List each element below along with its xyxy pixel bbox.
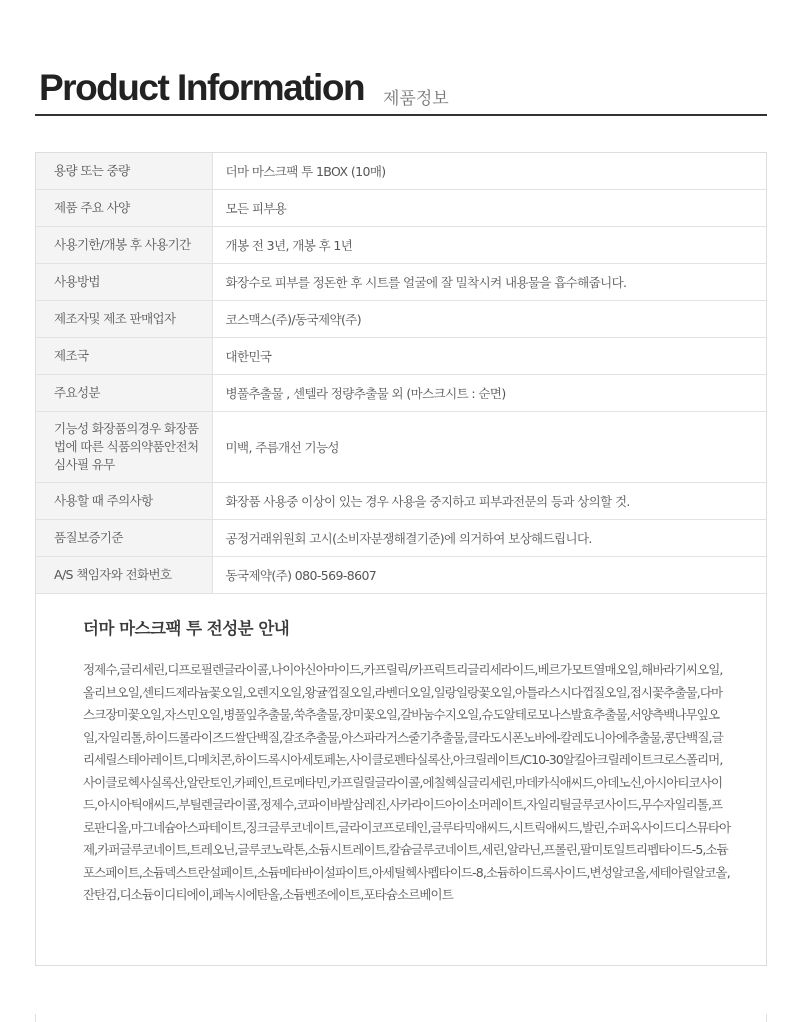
table-row bbox=[36, 483, 766, 520]
row-label: A/S 책임자와 전화번호 bbox=[36, 557, 212, 594]
page-header bbox=[35, 64, 767, 116]
row-value: 화장수로 피부를 정돈한 후 시트를 얼굴에 잘 밀착시켜 내용물을 흡수해줍니다. bbox=[212, 264, 766, 301]
table-row bbox=[36, 520, 766, 557]
row-label: 품질보증기준 bbox=[36, 520, 212, 557]
page-title: Product Information bbox=[39, 67, 365, 108]
row-value: 대한민국 bbox=[212, 338, 766, 375]
table-row bbox=[36, 190, 766, 227]
row-label: 주요성분 bbox=[36, 375, 212, 412]
divider bbox=[35, 1014, 36, 1022]
table-row bbox=[36, 227, 766, 264]
row-value: 화장품 사용중 이상이 있는 경우 사용을 중지하고 피부과전문의 등과 상의할 것. bbox=[212, 483, 766, 520]
table-row bbox=[36, 412, 766, 483]
product-info-box bbox=[35, 152, 767, 966]
row-label: 사용기한/개봉 후 사용기간 bbox=[36, 227, 212, 264]
row-label: 제조자및 제조 판매업자 bbox=[36, 301, 212, 338]
row-value: 동국제약(주) 080-569-8607 bbox=[212, 557, 766, 594]
row-label: 사용할 때 주의사항 bbox=[36, 483, 212, 520]
page-subtitle: 제품정보 bbox=[383, 89, 449, 109]
row-value: 모든 피부용 bbox=[212, 190, 766, 227]
ingredients-title: 더마 마스크팩 투 전성분 안내 bbox=[83, 619, 290, 638]
table-row bbox=[36, 153, 766, 190]
divider bbox=[766, 1014, 767, 1022]
ingredients-section bbox=[83, 615, 733, 907]
row-value: 미백, 주름개선 기능성 bbox=[212, 412, 766, 483]
row-value: 병풀추출물 , 센텔라 정량추출물 외 (마스크시트 : 순면) bbox=[212, 375, 766, 412]
row-value: 개봉 전 3년, 개봉 후 1년 bbox=[212, 227, 766, 264]
row-value: 공정거래위원회 고시(소비자분쟁해결기준)에 의거하여 보상해드립니다. bbox=[212, 520, 766, 557]
row-label: 용량 또는 중량 bbox=[36, 153, 212, 190]
spec-table bbox=[36, 153, 766, 594]
row-value: 더마 마스크팩 투 1BOX (10매) bbox=[212, 153, 766, 190]
row-label: 사용방법 bbox=[36, 264, 212, 301]
table-row bbox=[36, 338, 766, 375]
row-label: 제품 주요 사양 bbox=[36, 190, 212, 227]
table-row bbox=[36, 264, 766, 301]
table-row bbox=[36, 375, 766, 412]
row-label: 기능성 화장품의경우 화장품법에 따른 식품의약품안전처 심사필 유무 bbox=[36, 412, 212, 483]
table-row bbox=[36, 301, 766, 338]
table-row bbox=[36, 557, 766, 594]
ingredients-list: 정제수,글리세린,디프로필렌글라이콜,나이아신아마이드,카프릴릭/카프릭트리글리세라이드,베르가모트열매오일,해바라기씨오일,올리브오일,센티드제라늄꽃오일,오렌지오일,왕귤껍질오일,라벤더오일,일랑일랑꽃오일,아틀라스시다껍질오일,접시꽃추출물,다마스크장미꽃오일,자스민오일,병풀잎추출물,쑥추출물,장미꽃오일,갈바눔수지오일,슈도알테로모나스발효추출물,서양측백나무잎오일,자일리톨,하이드롤라이즈드쌀단백질,갈조추출물,아스파라거스줄기추출물,클라도시폰노바에-칼레도니아에추출물,콩단백질,글리세릴스테아레이트,디메치콘,하이드록시아세토페논,사이클로펜타실록산,아크릴레이트/C10-30알킬아크릴레이트크로스폴리머,사이클로헥사실록산,알란토인,카페인,트로메타민,카프릴릴글라이콜,에칠헥실글리세린,마데카식애씨드,아데노신,아시아티코사이드,아시아틱애씨드,부틸렌글라이콜,정제수,코파이바발삼레진,사카라이드아이소머레이트,자일리틸글루코사이드,무수자일리톨,프로판디올,마그네슘아스파테이트,징크글루코네이트,글라이코프로테인,글루타믹애씨드,시트릭애씨드,발린,수퍼옥사이드디스뮤타아제,카퍼글루코네이트,트레오닌,글루코노락톤,소듐시트레이트,칼슘글루코네이트,세린,알라닌,프롤린,팔미토일트리펩타이드-5,소듐포스페이트,소듐덱스트란설페이트,소듐메타바이설파이트,아세틸헥사펩타이드-8,소듐하이드록사이드,변성알코올,세테아릴알코올,잔탄검,디소듐이디티에이,페녹시에탄올,소듐벤조에이트,포타슘소르베이트 bbox=[83, 662, 731, 902]
row-value: 코스맥스(주)/동국제약(주) bbox=[212, 301, 766, 338]
row-label: 제조국 bbox=[36, 338, 212, 375]
